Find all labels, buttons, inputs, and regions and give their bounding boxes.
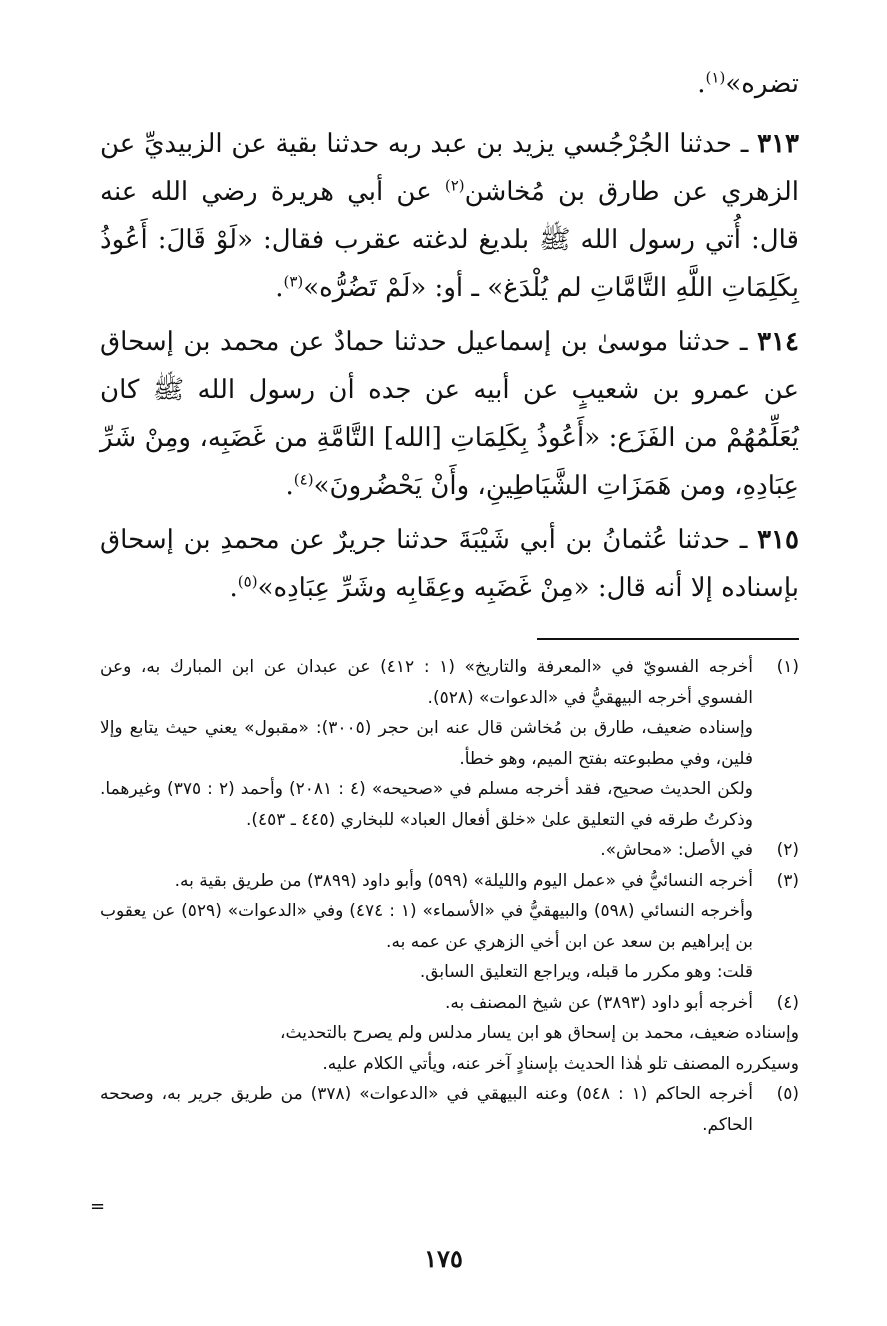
footnote-4-continued [100,1018,799,1079]
footnote-body [100,1079,753,1140]
hadith-number-313: ٣١٣ [757,129,800,159]
footnote-line: وسيكرره المصنف تلو هٰذا الحديث بإسنادٍ آخر عنه، ويأتي الكلام عليه. [322,1053,799,1074]
hadith-315-text: ـ حدثنا عُثمانُ بن أبي شَيْبَةَ حدثنا جريرٌ عن محمدِ بن إسحاق بإسناده إلا أنه قال: «مِنْ غَضَبِه وعِقَابِه وشَرِّ عِبَادِه» [100,525,799,603]
footnote-line: ولكن الحديث صحيح، فقد أخرجه مسلم في «صحيحه» (٤ : ٢٠٨١) وأحمد (٢ : ٣٧٥) وغيرهما. وذكرتُ طرقه في التعليق علىٰ «خلق أفعال العباد» للبخاري (٤٤٥ ـ ٤٥٣). [100,779,753,830]
footnote-body [100,652,753,835]
footnote-ref-3: (٣) [283,272,304,291]
footnote-line: أخرجه النسائيُّ في «عمل اليوم والليلة» (٥٩٩) وأبو داود (٣٨٩٩) من طريق بقية به. [174,870,753,891]
hadith-313 [100,120,799,312]
footnote-body [100,988,753,1019]
footnote-5 [100,1079,799,1140]
period: . [285,471,294,501]
footnote-number: (٣) [776,870,799,891]
hadith-313-text-a: ـ حدثنا الجُرْجُسي يزيد بن عبد ربه حدثنا بقية عن الزبيديِّ عن الزهري عن طارق بن مُخاشن [100,129,800,207]
hadith-315 [100,516,799,612]
hadith-314-text: ـ حدثنا موسىٰ بن إسماعيل حدثنا حمادٌ عن محمد بن إسحاق عن عمرو بن شعيبٍ عن أبيه عن جده أن رسول الله ﷺ كان يُعَلِّمُهُمْ من الفَزَع: «أَعُوذُ بِكَلِمَاتِ [الله] التَّامَّةِ من غَضَبِه، ومِنْ شَرِّ عِبَادِهِ، ومن هَمَزَاتِ الشَّيَاطِينِ، وأَنْ يَحْضُرونَ» [100,327,799,501]
footnote-number: (٢) [776,840,799,860]
footnote-3 [100,866,799,988]
footnote-1 [100,652,799,835]
footnote-ref-2: (٢) [444,176,465,195]
main-text [100,60,799,618]
continued-text-body: تضره» [725,69,799,99]
footnote-line: وإسناده ضعيف، طارق بن مُخاشن قال عنه ابن حجر (٣٠٠٥): «مقبول» يعني حيث يتابع وإلا فلين، وفي مطبوعته بفتح الميم، وهو خطأ. [100,718,753,769]
footnote-line: في الأصل: «محاش». [600,840,753,860]
footnote-body [100,866,753,988]
footnote-number: (٤) [776,992,799,1013]
footnote-line: أخرجه الفسويّ في «المعرفة والتاريخ» (١ : ٤١٢) عن عبدان عن ابن المبارك به، وعن الفسوي أخرجه البيهقيُّ في «الدعوات» (٥٢٨). [100,657,753,708]
footnote-ref-4: (٤) [293,470,314,489]
footnote-number: (٥) [776,1084,799,1104]
period: . [229,573,238,603]
footnote-line: أخرجه الحاكم (١ : ٥٤٨) وعنه البيهقي في «الدعوات» (٣٧٨) من طريق جرير به، وصححه الحاكم. [100,1084,753,1135]
footnote-body [100,835,753,866]
footnote-line: وأخرجه النسائي (٥٩٨) والبيهقيُّ في «الأسماء» (١ : ٤٧٤) وفي «الدعوات» (٥٢٩) عن يعقوب بن إبراهيم بن سعد عن ابن أخي الزهري عن عمه به. [100,901,754,952]
footnote-ref-1: (١) [705,68,726,87]
footnote-ref-5: (٥) [237,572,258,591]
page-number: ١٧٥ [424,1244,463,1273]
hadith-number-314: ٣١٤ [757,327,800,357]
footnote-number: (١) [776,657,799,677]
hadith-number-315: ٣١٥ [757,525,799,555]
footnote-line: قلت: وهو مكرر ما قبله، ويراجع التعليق السابق. [419,962,753,982]
footnote-2 [100,835,799,866]
footnotes [100,652,799,1140]
footnote-4 [100,988,799,1019]
period: . [697,69,706,99]
footnote-line: أخرجه أبو داود (٣٨٩٣) عن شيخ المصنف به. [444,992,753,1013]
hadith-313-text-b: عن أبي هريرة رضي الله عنه قال: أُتي رسول الله ﷺ بلديغ لدغته عقرب فقال: «لَوْ قَالَ: أَعُوذُ بِكَلِمَاتِ اللَّهِ التَّامَّاتِ لم يُلْدَغ» ـ أو: «لَمْ تَضُرُّه» [100,177,799,303]
footnote-line: وإسناده ضعيف، محمد بن إسحاق هو ابن يسار مدلس ولم يصرح بالتحديث، [280,1023,799,1043]
footnote-divider [537,638,799,640]
hadith-314 [100,318,799,510]
continuation-mark: = [90,1196,106,1217]
period: . [275,273,284,303]
continued-text [100,60,799,108]
